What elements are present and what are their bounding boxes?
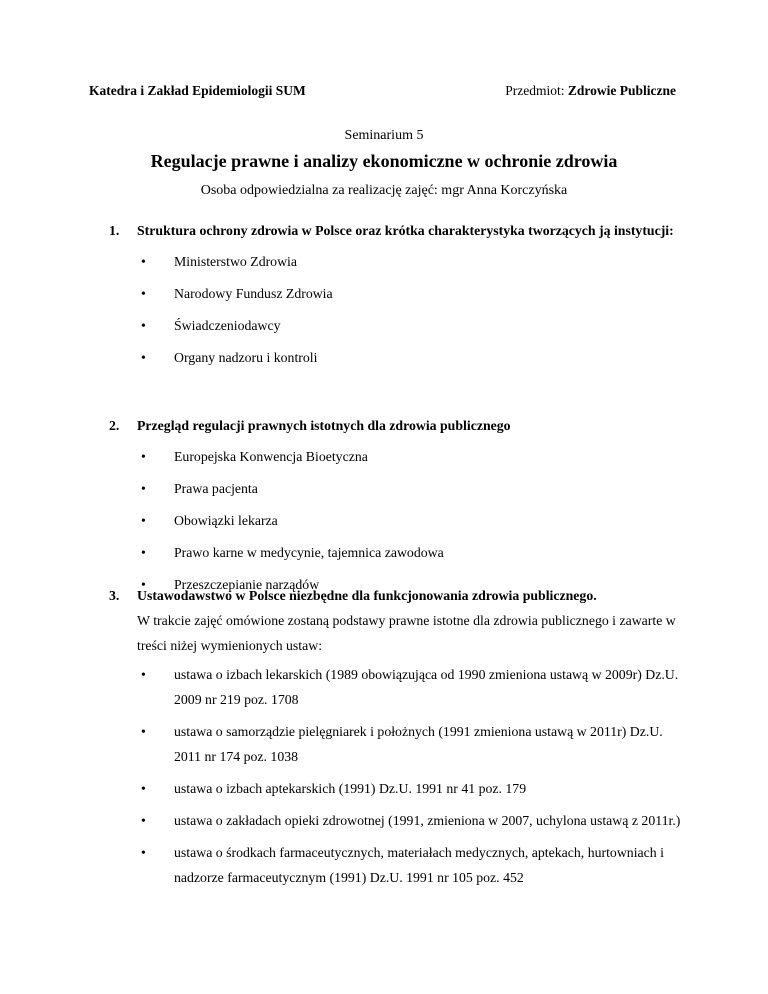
section-heading xyxy=(109,413,689,438)
bullet-list xyxy=(109,662,689,890)
list-item: • Świadczeniodawcy xyxy=(137,313,689,338)
responsible-person: Osoba odpowiedzialna za realizację zajęć: mgr Anna Korczyńska xyxy=(200,183,568,198)
list-item: • Organy nadzoru i kontroli xyxy=(137,345,689,370)
page-title: Regulacje prawne i analizy ekonomiczne w ochronie zdrowia xyxy=(150,151,618,171)
section-heading-text: Przegląd regulacji prawnych istotnych dla zdrowia publicznego xyxy=(137,418,511,433)
list-item: • ustawa o samorządzie pielęgniarek i położnych (1991 zmieniona ustawą w 2011r) Dz.U. 2011 nr 174 poz. 1038 xyxy=(137,719,689,769)
list-item: • ustawa o izbach aptekarskich (1991) Dz.U. 1991 nr 41 poz. 179 xyxy=(137,776,689,801)
list-item: • ustawa o izbach lekarskich (1989 obowiązująca od 1990 zmieniona ustawą w 2009r) Dz.U. 2009 nr 219 poz. 1708 xyxy=(137,662,689,712)
section-heading-text: Struktura ochrony zdrowia w Polsce oraz krótka charakterystyka tworzących ją instytucji: xyxy=(137,223,674,238)
list-item: • Obowiązki lekarza xyxy=(137,508,689,533)
list-item: • ustawa o środkach farmaceutycznych, materiałach medycznych, aptekach, hurtowniach i nadzorze farmaceutycznym (1991) Dz.U. 1991 nr 105 poz. 452 xyxy=(137,840,689,890)
section-heading-text: Ustawodawstwo w Polsce niezbędne dla funkcjonowania zdrowia publicznego. xyxy=(137,588,597,603)
list-item: • Ministerstwo Zdrowia xyxy=(137,249,689,274)
section-3 xyxy=(109,583,689,890)
section-2 xyxy=(109,413,689,597)
list-item: • Narodowy Fundusz Zdrowia xyxy=(137,281,689,306)
seminar-number: Seminarium 5 xyxy=(344,128,424,143)
list-item: • Przeszczepianie narządów xyxy=(137,572,689,597)
list-item: • ustawa o zakładach opieki zdrowotnej (1991, zmieniona w 2007, uchylona ustawą z 2011r.) xyxy=(137,808,689,833)
section-heading xyxy=(109,583,689,608)
section-number: 1. xyxy=(109,223,120,238)
subject-value: Zdrowie Publiczne xyxy=(567,83,676,98)
section-heading xyxy=(109,218,689,243)
list-item: • Prawa pacjenta xyxy=(137,476,689,501)
list-item: • Prawo karne w medycynie, tajemnica zawodowa xyxy=(137,540,689,565)
bullet-list xyxy=(109,444,689,597)
section-intro: W trakcie zajęć omówione zostaną podstawy prawne istotne dla zdrowia publicznego i zawarte w treści niżej wymienionych ustaw: xyxy=(137,613,676,653)
department-name: Katedra i Zakład Epidemiologii SUM xyxy=(89,83,306,98)
section-1 xyxy=(109,218,689,370)
list-item: • Europejska Konwencja Bioetyczna xyxy=(137,444,689,469)
section-number: 3. xyxy=(109,588,120,603)
subject-label: Przedmiot: xyxy=(505,83,565,98)
bullet-list xyxy=(109,249,689,370)
subject-line xyxy=(505,83,676,99)
section-number: 2. xyxy=(109,418,120,433)
